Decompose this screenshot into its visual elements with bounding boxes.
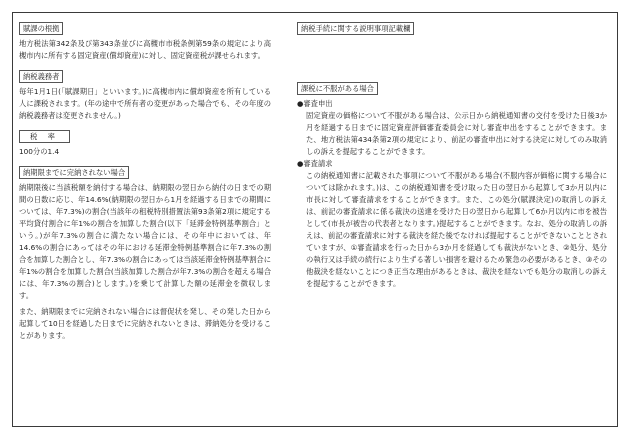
taxpayer-heading: 納税義務者 [19, 70, 63, 83]
late-payment-section [19, 166, 271, 342]
late-payment-text-2: また、納期限までに完納されない場合には督促状を発し、その発した日から起算して10日を経過した日までに完納されないときは、滞納処分を受けることがあります。 [19, 307, 271, 340]
left-column [13, 13, 277, 426]
review-text: 固定資産の価格について不服がある場合は、公示日から納税通知書の交付を受けた日後3か月を経過する日までに固定資産評価審査委員会に対し審査申出をすることができます。また、地方税法第434条第2項の規定により、前記の審査申出に対する決定に対してのみ取消しの訴えを提起することができます。 [306, 111, 607, 156]
late-payment-text: 納期限後に当該税額を納付する場合は、納期限の翌日から納付の日までの期間の日数に応じ、年14.6%(納期限の翌日から1月を経過する日までの期間については、年7.3%)の割合(当該年の租税特別措置法第93条第2項に規定する平均貸付割合に年1%の割合を加算した割合(以下「延滞金特例基準割合」という。)が年7.3%の割合に満たない場合には、その年中においては、年14.6%の割合にあってはその年における延滞金特例基準割合に年7.3%の割合を加算した割合とし、年7.3%の割合にあっては当該延滞金特例基準割合に年1%の割合を加算した割合(当該加算した割合が年7.3%の割合を超える場合には、年7.3%の割合)とします。)を乗じて計算した額の延滞金を徴収します。 [19, 183, 271, 300]
review-title: ●審査申出 [297, 99, 333, 108]
rate-text: 100分の1.4 [19, 147, 60, 156]
late-payment-heading: 納期限までに完納されない場合 [19, 166, 129, 179]
rate-heading: 税 率 [19, 130, 70, 143]
explain-blank-area [297, 38, 607, 56]
right-column [291, 13, 613, 426]
explain-blank-area-2 [297, 56, 607, 74]
notice-page [12, 12, 618, 427]
taxpayer-section [19, 70, 271, 122]
explain-section [297, 22, 607, 74]
appeal-heading: 課税に不服がある場合 [297, 82, 378, 95]
basis-text: 地方税法第342条及び第343条並びに高槻市市税条例第59条の規定により高槻市内に所有する固定資産(償却資産)に対し、固定資産税が課せられます。 [19, 39, 271, 60]
explain-heading: 納税手続に関する説明事項記載欄 [297, 22, 414, 35]
basis-section [19, 22, 271, 62]
taxpayer-text: 毎年1月1日(「賦課期日」といいます。)に高槻市内に償却資産を所有している人に課税されます。(年の途中で所有者の変更があった場合でも、その年度の納税義務者は変更されません。) [19, 87, 271, 120]
request-text: この納税通知書に記載された事項について不服がある場合(不服内容が価格に関する場合については除かれます。)は、この納税通知書を受け取った日の翌日から起算して3か月以内に市長に対して審査請求をすることができます。また、この処分(賦課決定)の取消しの訴えは、前記の審査請求に係る裁決の送達を受けた日の翌日から起算して6か月以内に市を被告として(市長が被告の代表者となります。)提起することができます。なお、処分の取消しの訴えは、前記の審査請求に対する裁決を経た後でなければ提起することができないこととされていますが、①審査請求を行った日から3か月を経過しても裁決がないとき、②処分、処分の執行又は手続の続行により生ずる著しい損害を避けるため緊急の必要があるとき、③その他裁決を経ないことにつき正当な理由があるときは、裁決を経ないでも処分の取消しの訴えを提起することができます。 [306, 171, 607, 288]
rate-section [19, 130, 271, 158]
appeal-section [297, 82, 607, 290]
request-title: ●審査請求 [297, 159, 333, 168]
basis-heading: 賦課の根拠 [19, 22, 63, 35]
